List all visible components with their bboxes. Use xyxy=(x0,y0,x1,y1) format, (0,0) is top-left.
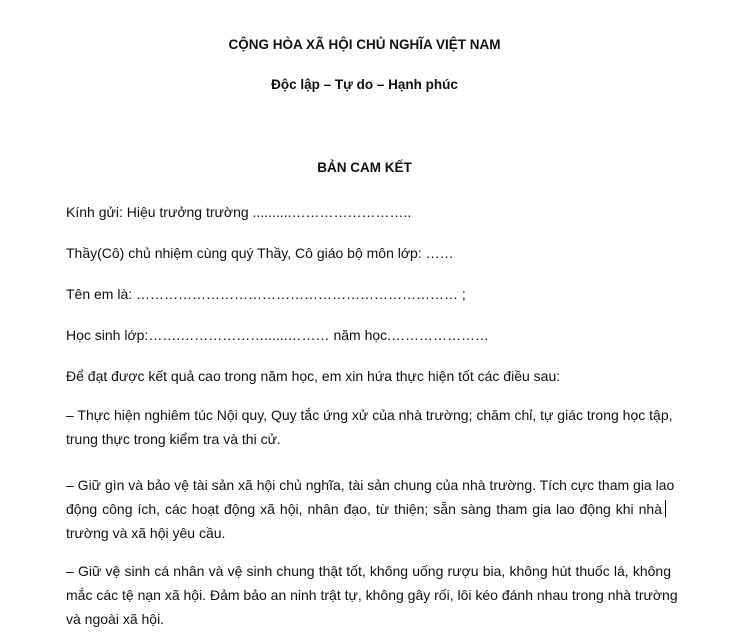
commitment-line: – Thực hiện nghiêm túc Nội quy, Quy tắc ứng xử của nhà trường; chăm chỉ, tự giác trong học tập, xyxy=(66,407,673,423)
commitment-line: mắc các tệ nạn xã hội. Đảm bảo an ninh trật tự, không gây rối, lôi kéo đánh nhau trong nhà trường xyxy=(66,587,678,603)
intro-text: Để đạt được kết quả cao trong năm học, em xin hứa thực hiện tốt các điều sau: xyxy=(66,368,561,384)
commitment-line: trung thực trong kiểm tra và thi cử. xyxy=(66,431,281,447)
nation-heading: CỘNG HÒA XÃ HỘI CHỦ NGHĨA VIỆT NAM xyxy=(228,37,501,52)
commitment-item-2 xyxy=(66,473,676,545)
student-name-field: Tên em là: …………………………………………………………… ; xyxy=(66,286,466,302)
commitment-line: – Giữ gìn và bảo vệ tài sản xã hội chủ nghĩa, tài sản chung của nhà trường. Tích cực tham gia lao xyxy=(66,477,675,493)
motto-heading: Độc lập – Tự do – Hạnh phúc xyxy=(271,77,458,92)
commitment-item-1 xyxy=(66,403,676,451)
commitment-line: động công ích, các hoạt động xã hội, nhân đạo, từ thiện; sẵn sàng tham gia lao động khi nhà xyxy=(66,501,662,517)
commitment-line: – Giữ vệ sinh cá nhân và vệ sinh chung thật tốt, không uống rượu bia, không hút thuốc lá, không xyxy=(66,563,671,579)
document-title: BẢN CAM KẾT xyxy=(317,160,412,175)
text-cursor xyxy=(665,500,666,517)
commitment-line: trường và xã hội yêu cầu. xyxy=(66,525,226,541)
commitment-line-with-cursor xyxy=(66,497,676,521)
student-class-field: Học sinh lớp:…….………………......……… năm học.………………… xyxy=(66,327,490,343)
teachers-field: Thầy(Cô) chủ nhiệm cùng quý Thầy, Cô giáo bộ môn lớp: …… xyxy=(66,245,454,261)
commitment-line: và ngoài xã hội. xyxy=(66,611,165,627)
commitment-item-3 xyxy=(66,559,676,631)
recipient-field: Kính gửi: Hiệu trưởng trường ..........…………………….. xyxy=(66,204,412,220)
